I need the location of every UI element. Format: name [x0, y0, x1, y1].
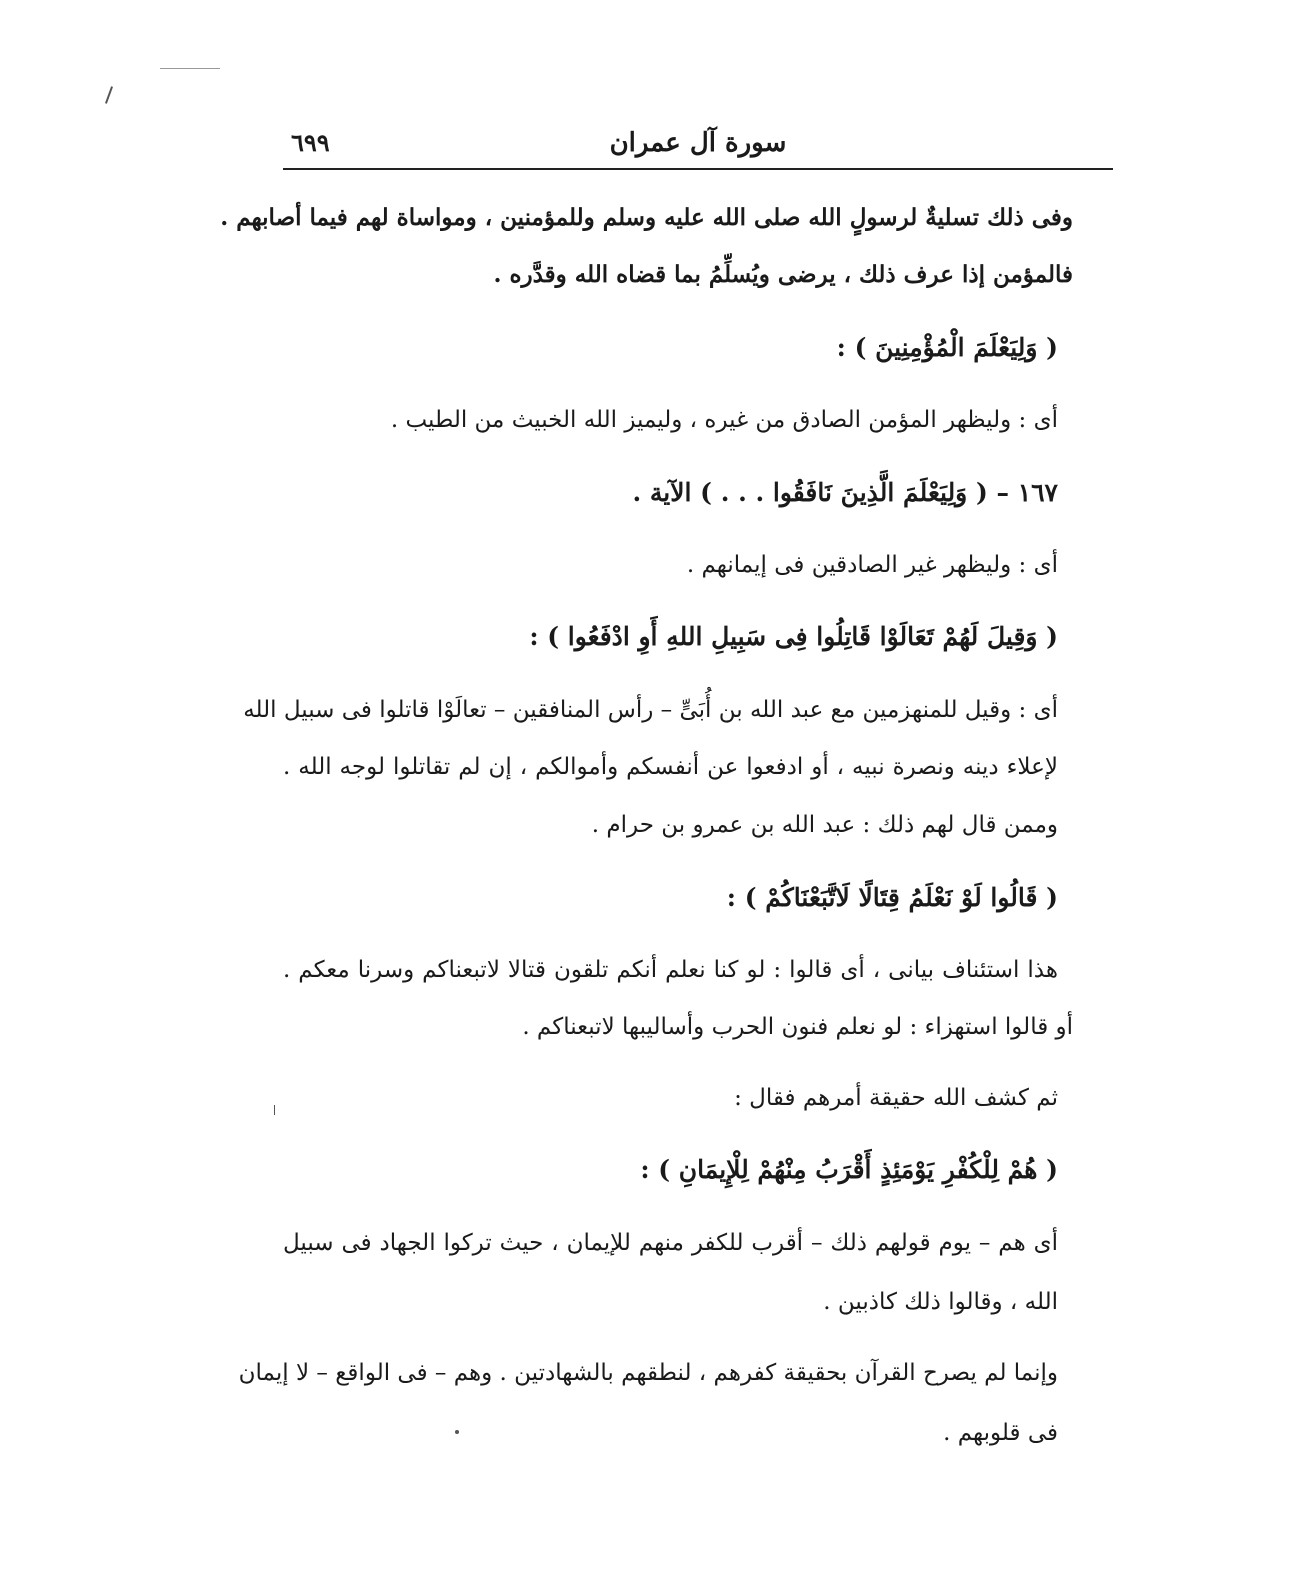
- scan-mark: [160, 68, 220, 69]
- text-line: لإعلاء دينه ونصرة نبيه ، أو ادفعوا عن أنفسكم وأموالكم ، إن لم تقاتلوا لوجه الله .: [283, 754, 1058, 780]
- scan-mark: [274, 1105, 275, 1115]
- page-number: ٦٩٩: [291, 128, 330, 157]
- text-line: وفى ذلك تسليةٌ لرسولٍ الله صلى الله عليه وسلم وللمؤمنين ، ومواساة لهم فيما أصابهم .: [220, 204, 1073, 231]
- quran-verse-heading: ١٦٧ – ( وَلِيَعْلَمَ الَّذِينَ نَافَقُوا . . . ) الآية .: [632, 478, 1058, 507]
- text-line: أى : وليظهر غير الصادقين فى إيمانهم .: [686, 552, 1058, 578]
- text-line: أى : وقيل للمنهزمين مع عبد الله بن أُبَىٍّ – رأس المنافقين – تعالَوْا قاتلوا فى سبيل الله: [243, 697, 1058, 723]
- text-line: فالمؤمن إذا عرف ذلك ، يرضى ويُسلِّمُ بما قضاه الله وقدَّره .: [493, 261, 1073, 288]
- quran-verse-heading: ( وَلِيَعْلَمَ الْمُؤْمِنِينَ ) :: [836, 333, 1058, 362]
- text-line: وممن قال لهم ذلك : عبد الله بن عمرو بن حرام .: [591, 812, 1058, 838]
- text-line: أى : وليظهر المؤمن الصادق من غيره ، وليميز الله الخبيث من الطيب .: [390, 407, 1058, 433]
- page-header: [283, 126, 1113, 170]
- text-line: ثم كشف الله حقيقة أمرهم فقال :: [734, 1085, 1058, 1111]
- text-line: فى قلوبهم .: [943, 1420, 1058, 1446]
- text-line: الله ، وقالوا ذلك كاذبين .: [823, 1289, 1058, 1315]
- page-title: سورة آل عمران: [609, 128, 787, 158]
- quran-verse-heading: ( وَقِيلَ لَهُمْ تَعَالَوْا قَاتِلُوا فِى سَبِيلِ اللهِ أَوِ ادْفَعُوا ) :: [529, 622, 1058, 651]
- text-line: وإنما لم يصرح القرآن بحقيقة كفرهم ، لنطقهم بالشهادتين . وهم – فى الواقع – لا إيمان: [238, 1360, 1058, 1386]
- quran-verse-heading: ( هُمْ لِلْكُفْرِ يَوْمَئِذٍ أَقْرَبُ مِنْهُمْ لِلْإِيمَانِ ) :: [640, 1155, 1058, 1184]
- quran-verse-heading: ( قَالُوا لَوْ نَعْلَمُ قِتَالًا لَاتَّبَعْنَاكُمْ ) :: [726, 883, 1058, 912]
- scan-mark: [105, 86, 113, 104]
- scan-mark: [455, 1430, 459, 1434]
- text-line: أى هم – يوم قولهم ذلك – أقرب للكفر منهم للإيمان ، حيث تركوا الجهاد فى سبيل: [283, 1230, 1058, 1256]
- text-line: أو قالوا استهزاء : لو نعلم فنون الحرب وأساليبها لاتبعناكم .: [522, 1014, 1073, 1040]
- text-line: هذا استئناف بيانى ، أى قالوا : لو كنا نعلم أنكم تلقون قتالا لاتبعناكم وسرنا معكم .: [283, 957, 1058, 983]
